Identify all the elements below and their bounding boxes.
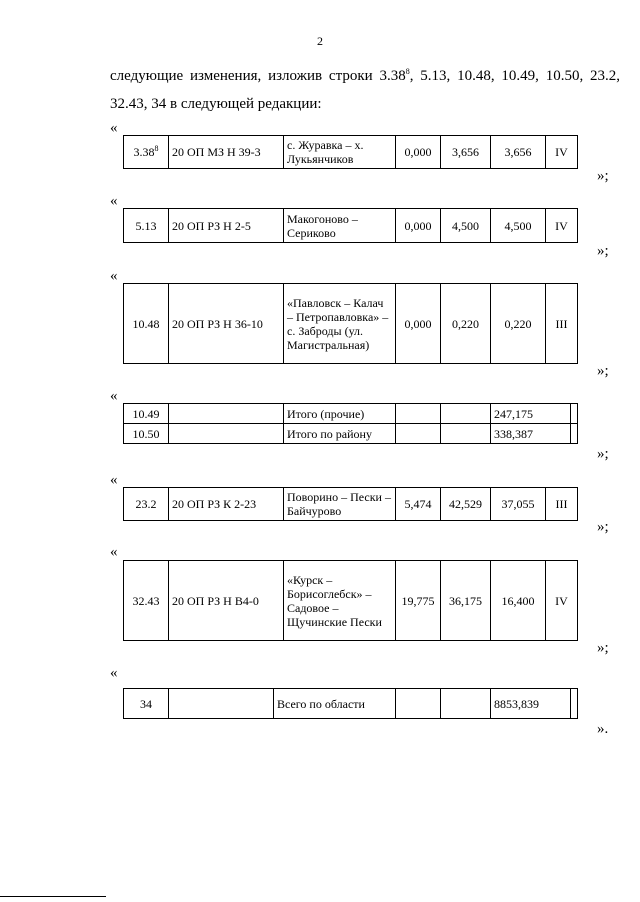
start-km [396, 689, 441, 719]
start-km: 0,000 [396, 284, 441, 364]
row-number: 32.43 [124, 561, 169, 641]
road-name: «Курск – Борисоглебск» – Садовое – Щучинские Пески [284, 561, 396, 641]
quote-close: »; [597, 243, 609, 259]
road-code [169, 424, 284, 444]
length-km: 3,656 [491, 136, 546, 169]
start-km [396, 424, 441, 444]
amendment-table-1049-1050 [123, 403, 578, 444]
end-km: 3,656 [441, 136, 491, 169]
table-row [124, 424, 578, 444]
row-number: 10.49 [124, 404, 169, 424]
end-km: 42,529 [441, 488, 491, 521]
amendment-table-34 [123, 688, 578, 719]
quote-open: « [110, 388, 118, 404]
page-number: 2 [317, 34, 323, 48]
road-name: с. Журавка – х. Лукьянчиков [284, 136, 396, 169]
row-number: 10.48 [124, 284, 169, 364]
end-km: 36,175 [441, 561, 491, 641]
road-category [571, 424, 578, 444]
start-km: 5,474 [396, 488, 441, 521]
start-km: 0,000 [396, 209, 441, 243]
length-km: 37,055 [491, 488, 546, 521]
end-km: 0,220 [441, 284, 491, 364]
length-km: 4,500 [491, 209, 546, 243]
intro-text-rest: , 5.13, 10.48, 10.49, 10.50, 23.2, [409, 68, 620, 84]
road-name: «Павловск – Калач – Петропавловка» – с. Заброды (ул. Магистральная) [284, 284, 396, 364]
amendment-table-1048 [123, 283, 578, 364]
quote-close: »; [597, 640, 609, 656]
table-row [124, 136, 578, 169]
end-km [441, 689, 491, 719]
start-km: 0,000 [396, 136, 441, 169]
table-row [124, 209, 578, 243]
amendment-table-232 [123, 487, 578, 521]
quote-open: « [110, 544, 118, 560]
road-name: Итого (прочие) [284, 404, 396, 424]
quote-open: « [110, 268, 118, 284]
row-number: 3.38$^8$ [124, 136, 169, 169]
table-row [124, 561, 578, 641]
quote-open: « [110, 120, 118, 136]
road-name: Макогоново – Сериково [284, 209, 396, 243]
length-km: 338,387 [491, 424, 571, 444]
end-km: 4,500 [441, 209, 491, 243]
quote-close: »; [597, 446, 609, 462]
road-name: Всего по области [274, 689, 396, 719]
table-row [124, 488, 578, 521]
road-category: III [546, 488, 578, 521]
quote-close: »; [597, 519, 609, 535]
table-row [124, 404, 578, 424]
road-category [571, 404, 578, 424]
table-row [124, 284, 578, 364]
footnote-separator [0, 896, 106, 897]
length-km: 8853,839 [491, 689, 571, 719]
road-category: IV [546, 561, 578, 641]
quote-close: »; [597, 363, 609, 379]
length-km: 16,400 [491, 561, 546, 641]
road-category [571, 689, 578, 719]
row-number: 5.13 [124, 209, 169, 243]
amendment-table-513 [123, 208, 578, 243]
road-code [169, 689, 274, 719]
start-km: 19,775 [396, 561, 441, 641]
quote-open: « [110, 665, 118, 681]
road-name: Итого по району [284, 424, 396, 444]
road-category: IV [546, 209, 578, 243]
row-number: 10.50 [124, 424, 169, 444]
road-code [169, 404, 284, 424]
intro-line-2: 32.43, 34 в следующей редакции: [110, 96, 322, 112]
quote-open: « [110, 193, 118, 209]
end-km [441, 404, 491, 424]
road-name: Поворино – Пески – Байчурово [284, 488, 396, 521]
intro-superscript: 8 [405, 67, 410, 76]
amendment-table-3243 [123, 560, 578, 641]
quote-close: »; [597, 168, 609, 184]
road-code: 20 ОП МЗ Н 39-3 [169, 136, 284, 169]
road-code: 20 ОП РЗ Н 2-5 [169, 209, 284, 243]
amendment-table-338 [123, 135, 578, 169]
intro-line-1 [110, 66, 620, 86]
row-number: 23.2 [124, 488, 169, 521]
intro-text: следующие изменения, изложив строки 3.38 [110, 68, 406, 84]
table-row [124, 689, 578, 719]
road-category: IV [546, 136, 578, 169]
row-number: 34 [124, 689, 169, 719]
road-code: 20 ОП РЗ Н 36-10 [169, 284, 284, 364]
end-km [441, 424, 491, 444]
length-km: 0,220 [491, 284, 546, 364]
length-km: 247,175 [491, 404, 571, 424]
road-category: III [546, 284, 578, 364]
start-km [396, 404, 441, 424]
road-code: 20 ОП РЗ К 2-23 [169, 488, 284, 521]
road-code: 20 ОП РЗ Н В4-0 [169, 561, 284, 641]
quote-close-final: ». [597, 721, 609, 737]
quote-open: « [110, 472, 118, 488]
